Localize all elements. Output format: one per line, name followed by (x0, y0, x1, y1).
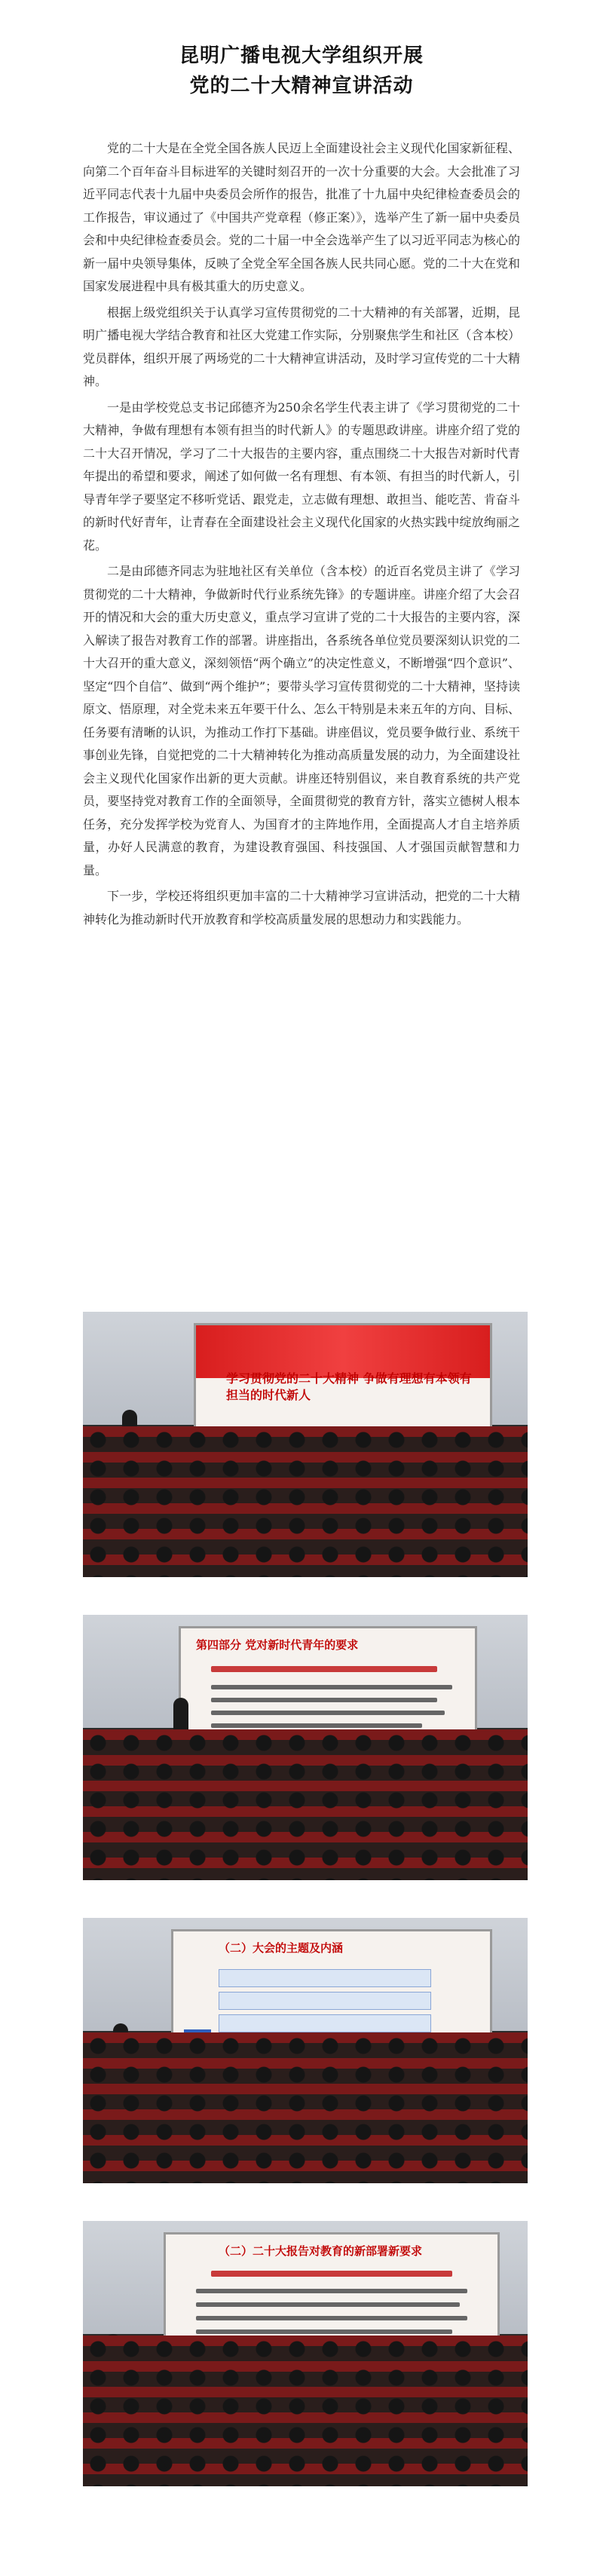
screen-text-line (211, 1723, 422, 1728)
paragraph-3: 一是由学校党总支书记邱德齐为250余名学生代表主讲了《学习贯彻党的二十大精神，争做有理想有本领有担当的时代新人》的专题思政讲座。讲座介绍了党的二十大召开情况，学习了二十大报告的主要内容，重点围绕二十大报告对新时代青年提出的希望和要求，阐述了如何做一名有理想、有本领、有担当的时代新人，引导青年学子要坚定不移听党话、跟党走，立志做有理想、敢担当、能吃苦、肯奋斗的新时代好青年，让青春在全面建设社会主义现代化国家的火热实践中绽放绚丽之花。 (83, 400, 520, 553)
screen-title: （二）二十大报告对教育的新部署新要求 (219, 2244, 423, 2258)
title-line-1: 昆明广播电视大学组织开展 (179, 44, 424, 67)
audience-heads (83, 1729, 528, 1880)
screen-content-box (219, 1992, 431, 2010)
screen-text-line (196, 2329, 452, 2334)
lecture-photo-3 (83, 1918, 528, 2183)
screen-title: 学习贯彻党的二十大精神 争做有理想有本领有担当的时代新人 (226, 1371, 472, 1402)
lecture-photo-2 (83, 1615, 528, 1880)
paragraph-2: 根据上级党组织关于认真学习宣传贯彻党的二十大精神的有关部署，近期，昆明广播电视大学结合教育和社区大党建工作实际，分别聚焦学生和社区（含本校）党员群体，组织开展了两场党的二十大精神宣讲活动，及时学习宣传党的二十大精神。 (83, 305, 520, 388)
audience-heads (83, 2032, 528, 2183)
audience-heads (83, 1426, 528, 1577)
paragraph-5: 下一步，学校还将组织更加丰富的二十大精神学习宣讲活动，把党的二十大精神转化为推动新时代开放教育和学校高质量发展的思想动力和实践能力。 (83, 889, 520, 927)
article-body (83, 137, 520, 934)
lecture-photo-4 (83, 2221, 528, 2486)
screen-title: 第四部分 党对新时代青年的要求 (196, 1638, 359, 1652)
audience-heads (83, 2336, 528, 2486)
screen-text-line (211, 1666, 437, 1672)
photo-gallery (83, 1312, 528, 2524)
paragraph-4: 二是由邱德齐同志为驻地社区有关单位（含本校）的近百名党员主讲了《学习贯彻党的二十大精神，争做新时代行业系统先锋》的专题讲座。讲座介绍了大会召开的情况和大会的重大历史意义，重点学习宣讲了党的二十大报告的主要内容，深入解读了报告对教育工作的部署。讲座指出，各系统各单位党员要深刻认识党的二十大召开的重大意义，深刻领悟“两个确立”的决定性意义，不断增强“四个意识”、坚定“四个自信”、做到“两个维护”；要带头学习宣传贯彻党的二十大精神，坚持读原文、悟原理，对全党未来五年要干什么、怎么干特别是未来五年的方向、目标、任务要有清晰的认识，为推动工作打下基础。讲座倡议，党员要争做行业、系统干事创业先锋，自觉把党的二十大精神转化为推动高质量发展的动力，为全面建设社会主义现代化国家作出新的更大贡献。讲座还特别倡议，来自教育系统的共产党员，要坚持党对教育工作的全面领导，全面贯彻党的教育方针，落实立德树人根本任务，充分发挥学校为党育人、为国育才的主阵地作用，全面提高人才自主培养质量，办好人民满意的教育，为建设教育强国、科技强国、人才强国贡献智慧和力量。 (83, 564, 520, 878)
screen-content-box (219, 1969, 431, 1987)
screen-content-box (219, 2014, 431, 2032)
article-title (0, 41, 603, 101)
screen-text-line (196, 2289, 467, 2293)
lecture-photo-1 (83, 1312, 528, 1577)
title-line-2: 党的二十大精神宣讲活动 (189, 75, 414, 97)
screen-text-line (211, 1698, 437, 1702)
paragraph-1: 党的二十大是在全党全国各族人民迈上全面建设社会主义现代化国家新征程、向第二个百年奋斗目标进军的关键时刻召开的一次十分重要的大会。大会批准了习近平同志代表十九届中央委员会所作的报告，批准了十九届中央纪律检查委员会的工作报告，审议通过了《中国共产党章程（修正案）》，选举产生了新一届中央委员会和中央纪律检查委员会。党的二十届一中全会选举产生了以习近平同志为核心的新一届中央领导集体，反映了全党全军全国各族人民共同心愿。党的二十大在党和国家发展进程中具有极其重大的历史意义。 (83, 141, 520, 293)
screen-text-line (211, 1711, 445, 1715)
screen-text-line (196, 2302, 460, 2307)
screen-text-line (196, 2316, 467, 2320)
screen-text-line (211, 2271, 452, 2277)
screen-text-line (211, 1685, 452, 1689)
screen-title: （二）大会的主题及内涵 (219, 1941, 344, 1955)
